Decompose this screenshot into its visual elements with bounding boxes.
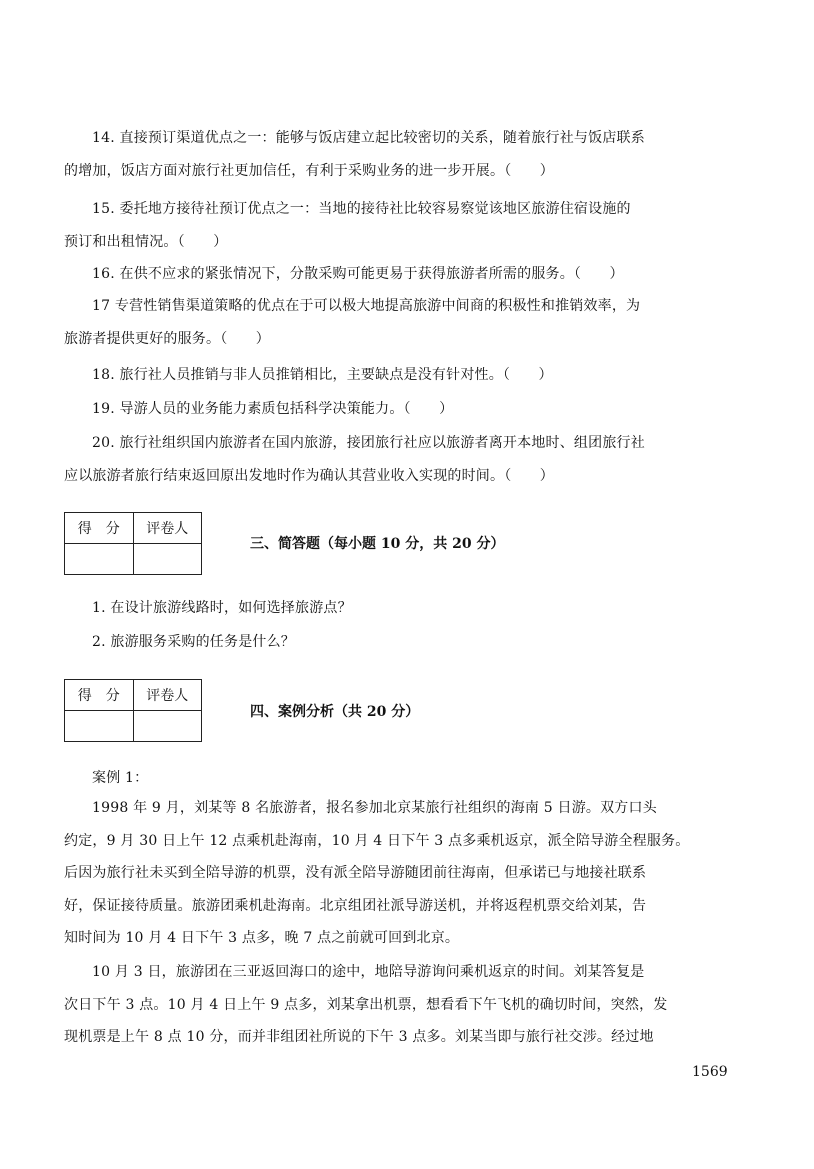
tf-item-16 <box>64 258 744 291</box>
score-box <box>64 679 202 742</box>
tf-item-14 <box>64 122 744 187</box>
case-paragraph <box>64 956 744 1054</box>
case-line: 10 月 3 日，旅游团在三亚返回海口的途中，地陪导游询问乘机返京的时间。刘某答复是 <box>92 964 645 980</box>
case-line: 1998 年 9 月，刘某等 8 名旅游者，报名参加北京某旅行社组织的海南 5 日游。双方口头 <box>92 800 657 816</box>
case-line: 知时间为 10 月 4 日下午 3 点多，晚 7 点之前就可回到北京。 <box>64 930 460 946</box>
tf-item-line: 应以旅游者旅行结束返回原出发地时作为确认其营业收入实现的时间。（ ） <box>64 467 554 484</box>
section-title: 三、简答题（每小题 10 分，共 20 分） <box>250 536 505 552</box>
tf-item-line: 预订和出租情况。（ ） <box>64 233 228 250</box>
tf-item-line: 19. 导游人员的业务能力素质包括科学决策能力。（ ） <box>92 401 454 417</box>
grader-cell <box>133 544 201 575</box>
short-answer-questions <box>64 592 744 658</box>
question-item: 1. 在设计旅游线路时，如何选择旅游点？ <box>92 600 352 616</box>
score-cell <box>65 711 134 742</box>
tf-item-15 <box>64 193 744 258</box>
tf-item-19 <box>64 393 744 426</box>
grader-header: 评卷人 <box>133 513 201 544</box>
case-label-text: 案例 1： <box>92 770 149 786</box>
tf-item-line: 旅游者提供更好的服务。（ ） <box>64 330 270 347</box>
tf-item-20 <box>64 427 744 492</box>
tf-item-line: 20. 旅行社组织国内旅游者在国内旅游，接团旅行社应以旅游者离开本地时、组团旅行社 <box>92 435 645 451</box>
score-header: 得 分 <box>65 513 134 544</box>
tf-item-18 <box>64 359 744 392</box>
score-box <box>64 512 202 575</box>
tf-item-line: 14. 直接预订渠道优点之一：能够与饭店建立起比较密切的关系，随着旅行社与饭店联系 <box>92 130 645 146</box>
tf-item-line: 15. 委托地方接待社预订优点之一：当地的接待社比较容易察觉该地区旅游住宿设施的 <box>92 201 631 217</box>
case-paragraph <box>64 792 744 955</box>
case-line: 现机票是上午 8 点 10 分，而并非组团社所说的下午 3 点多。刘某当即与旅行社交涉。经过地 <box>64 1029 654 1045</box>
tf-item-line: 18. 旅行社人员推销与非人员推销相比，主要缺点是没有针对性。（ ） <box>92 367 553 383</box>
tf-item-line: 17 专营性销售渠道策略的优点在于可以极大地提高旅游中间商的积极性和推销效率，为 <box>92 298 641 314</box>
question-item: 2. 旅游服务采购的任务是什么？ <box>92 633 296 650</box>
tf-item-line: 的增加，饭店方面对旅行社更加信任，有利于采购业务的进一步开展。（ ） <box>64 162 554 179</box>
section-title: 四、案例分析（共 20 分） <box>250 704 420 720</box>
grader-header: 评卷人 <box>133 680 201 711</box>
case-line: 后因为旅行社未买到全陪导游的机票，没有派全陪导游随团前往海南，但承诺已与地接社联系 <box>64 865 647 881</box>
case-line: 好，保证接待质量。旅游团乘机赴海南。北京组团社派导游送机，并将返程机票交给刘某，告 <box>64 897 647 914</box>
case-line: 次日下午 3 点。10 月 4 日上午 9 点多，刘某拿出机票，想看看下午飞机的确切时间，突然，发 <box>64 996 668 1013</box>
score-header: 得 分 <box>65 680 134 711</box>
case-label <box>64 762 744 795</box>
grader-cell <box>133 711 201 742</box>
tf-item-17 <box>64 290 744 355</box>
case-line: 约定，9 月 30 日上午 12 点乘机赴海南，10 月 4 日下午 3 点多乘机返京，派全陪导游全程服务。 <box>64 832 690 849</box>
tf-item-line: 16. 在供不应求的紧张情况下，分散采购可能更易于获得旅游者所需的服务。（ ） <box>92 266 624 282</box>
score-cell <box>65 544 134 575</box>
page-number: 1569 <box>692 1064 728 1080</box>
